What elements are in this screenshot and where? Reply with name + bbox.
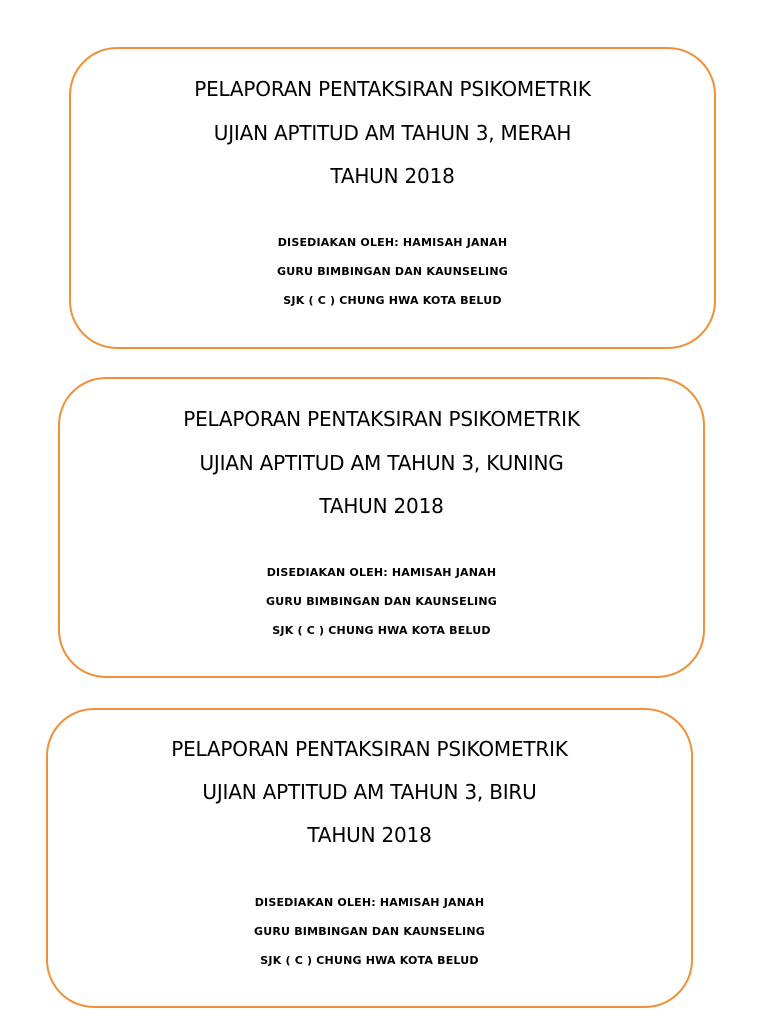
card-school: SJK ( C ) CHUNG HWA KOTA BELUD bbox=[283, 294, 502, 307]
card-position: GURU BIMBINGAN DAN KAUNSELING bbox=[254, 925, 485, 938]
label-card-biru bbox=[46, 708, 693, 1008]
card-subtitle: UJIAN APTITUD AM TAHUN 3, MERAH bbox=[213, 121, 572, 145]
card-subtitle: UJIAN APTITUD AM TAHUN 3, BIRU bbox=[202, 780, 537, 804]
card-position: GURU BIMBINGAN DAN KAUNSELING bbox=[266, 595, 497, 608]
card-title: PELAPORAN PENTAKSIRAN PSIKOMETRIK bbox=[183, 407, 580, 431]
card-prepared-by: DISEDIAKAN OLEH: HAMISAH JANAH bbox=[266, 566, 497, 579]
label-card-merah bbox=[69, 47, 716, 349]
card-year: TAHUN 2018 bbox=[319, 494, 444, 518]
card-prepared-by: DISEDIAKAN OLEH: HAMISAH JANAH bbox=[277, 236, 508, 249]
card-year: TAHUN 2018 bbox=[307, 823, 432, 847]
card-subtitle: UJIAN APTITUD AM TAHUN 3, KUNING bbox=[199, 451, 564, 475]
card-school: SJK ( C ) CHUNG HWA KOTA BELUD bbox=[260, 954, 479, 967]
label-card-kuning bbox=[58, 377, 705, 678]
card-position: GURU BIMBINGAN DAN KAUNSELING bbox=[277, 265, 508, 278]
card-title: PELAPORAN PENTAKSIRAN PSIKOMETRIK bbox=[171, 737, 568, 761]
card-prepared-by: DISEDIAKAN OLEH: HAMISAH JANAH bbox=[254, 896, 485, 909]
card-title: PELAPORAN PENTAKSIRAN PSIKOMETRIK bbox=[194, 77, 591, 101]
card-school: SJK ( C ) CHUNG HWA KOTA BELUD bbox=[272, 624, 491, 637]
card-year: TAHUN 2018 bbox=[330, 164, 455, 188]
